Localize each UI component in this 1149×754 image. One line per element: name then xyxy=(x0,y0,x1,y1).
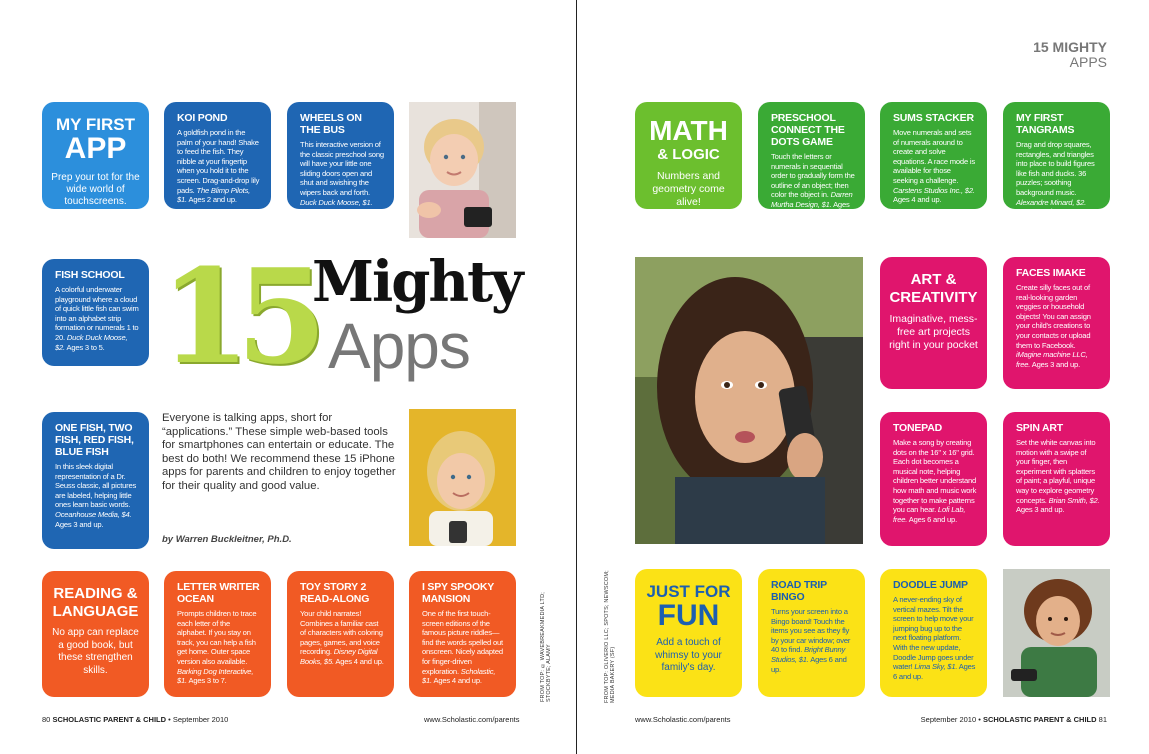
category-just-for-fun xyxy=(635,569,742,697)
page-number-right: 81 xyxy=(1098,715,1107,724)
title-word-apps: Apps xyxy=(328,310,470,382)
app-tile-one-fish xyxy=(42,412,149,549)
app-description: One of the first touch-screen editions of the famous picture riddles—find the words spelled out onscreen. Nicely adapted for finger-driven exploration. Scholastic, $1. Ages 4 and up. xyxy=(422,609,503,686)
issue-date-left: September 2010 xyxy=(172,715,229,724)
app-description: A colorful underwater playground where a cloud of quick little fish can swim into an alphabet strip formation or numerals 1 to 20. Duck Duck Moose, $2. Ages 3 to 5. xyxy=(55,285,139,352)
app-title: KOI POND xyxy=(177,112,228,124)
category-subtitle: No app can replace a good book, but these strengthen skills. xyxy=(52,627,139,676)
app-tile-road-trip-bingo xyxy=(758,569,865,697)
category-title: ART & xyxy=(910,271,957,288)
photo-toddler-with-phone xyxy=(409,102,516,238)
boy-photo-image xyxy=(1003,569,1110,697)
app-description: Move numerals and sets of numerals around to create and solve equations. A race mode is available for those seeking a challenge. Carstens Studios Inc., $2. Ages 4 and up. xyxy=(893,128,975,205)
app-title: DOODLE JUMP xyxy=(893,579,968,591)
byline: by Warren Buckleitner, Ph.D. xyxy=(162,534,292,545)
app-description: Drag and drop squares, rectangles, and triangles into place to build figures like fish and ducks. 36 puzzles; soothing background music. Alexandre Minard, $2. Ages 3 and up. xyxy=(1016,140,1095,217)
footer-left: 80 SCHOLASTIC PARENT & CHILD • September 2010 xyxy=(42,715,229,724)
app-description: Turns your screen into a Bingo board! Touch the items you see as they fly by your car window; over 40 to find. Bright Bunny Studios, $1. Ages 6 and up. xyxy=(771,607,851,674)
category-title: READING & xyxy=(53,585,138,602)
app-tile-tonepad xyxy=(880,412,987,546)
toddler-photo-image xyxy=(409,102,516,238)
photo-boy-with-phone xyxy=(1003,569,1110,697)
app-description: Set the white canvas into motion with a swipe of your finger, then experiment with splatters of paint; a playful, unique way to explore geometry concepts. Brian Smith, $2. Ages 3 and up. xyxy=(1016,438,1100,515)
teen-photo-image xyxy=(635,257,863,544)
page-number-left: 80 xyxy=(42,715,51,724)
app-tile-koi-pond xyxy=(164,102,271,209)
app-title: FACES IMAKE xyxy=(1016,267,1086,279)
category-title-2: CREATIVITY xyxy=(889,289,978,306)
app-description: Make a song by creating dots on the 16" x 16" grid. Each dot becomes a musical note, helping children better understand how math and music work together to make patterns you can hear. Lofi Lab, free. Ages 6 and up. xyxy=(893,438,977,524)
app-description: Touch the letters or numerals in sequential order to gradually form the outline of an object; then color the object in. Darren Murtha Design, $1. Ages 3 to 6. xyxy=(771,152,855,219)
app-title: PRESCHOOL CONNECT THE DOTS GAME xyxy=(771,112,845,148)
category-subtitle: Imaginative, mess-free art projects right in your pocket xyxy=(889,313,978,351)
app-title: MY FIRST TANGRAMS xyxy=(1016,112,1075,136)
app-tile-doodle-jump xyxy=(880,569,987,697)
category-reading-language xyxy=(42,571,149,697)
category-math-logic xyxy=(635,102,742,209)
app-description: In this sleek digital representation of a Dr. Seuss classic, all pictures are labeled, helping little ones learn basic words. Oceanhouse Media, $4. Ages 3 and up. xyxy=(55,462,137,529)
category-subtitle: Add a touch of whimsy to your family's day. xyxy=(655,637,722,673)
app-tile-spin-art xyxy=(1003,412,1110,546)
app-title: TOY STORY 2 READ-ALONG xyxy=(300,581,370,605)
app-title: SUMS STACKER xyxy=(893,112,974,124)
category-title-2: & LOGIC xyxy=(657,146,720,163)
app-title: ROAD TRIP BINGO xyxy=(771,579,827,603)
photo-credit-right: FROM TOP: OLIVERIO LLC; SPOTS; NEWSCOM; MEDIA BAKERY (SF) xyxy=(604,570,616,703)
app-description: Create silly faces out of real-looking garden veggies or household objects! You can assign your child's creations to your contacts or upload them to Facebook. iMagine machine LLC, free. Ages 3 and up. xyxy=(1016,283,1091,369)
app-title: SPIN ART xyxy=(1016,422,1064,434)
app-tile-faces-imake xyxy=(1003,257,1110,389)
category-title: JUST FOR xyxy=(646,582,731,601)
app-tile-letter-writer xyxy=(164,571,271,697)
magazine-name-left: SCHOLASTIC PARENT & CHILD xyxy=(52,715,167,724)
category-title: MATH xyxy=(649,115,728,146)
category-title-2: LANGUAGE xyxy=(52,603,139,620)
app-description: A never-ending sky of vertical mazes. Tilt the screen to help move your jumping bug up to the next floating platform. With the new update, Doodle Jump goes under water! Lima Sky, $1. Ages 6 and up. xyxy=(893,595,976,681)
app-title: LETTER WRITER OCEAN xyxy=(177,581,260,605)
photo-credit-left: FROM TOP: © WAVEBREAKMEDIA LTD; STOCKBYTE; ALAMY xyxy=(540,592,552,702)
app-description: A goldfish pond in the palm of your hand! Shake to feed the fish. They nibble at your fingertip when you hold it to the screen. Drag-and-drop lily pads. The Blimp Pilots, $1. Ages 2 and up. xyxy=(177,128,260,205)
page-spine xyxy=(576,0,577,754)
footer-right: September 2010 • SCHOLASTIC PARENT & CHILD 81 xyxy=(920,715,1107,724)
category-subtitle: Numbers and geometry come alive! xyxy=(652,170,725,208)
app-description: This interactive version of the classic preschool song will have your little one sliding doors open and shut and swishing the wipers back and forth. Duck Duck Moose, $1. Ages 3 to 5. xyxy=(300,140,384,217)
app-title: WHEELS ON THE BUS xyxy=(300,112,362,136)
app-title: ONE FISH, TWO FISH, RED FISH, BLUE FISH xyxy=(55,422,134,458)
photo-girl-with-phone xyxy=(409,409,516,546)
app-title: I SPY SPOOKY MANSION xyxy=(422,581,494,605)
title-word-mighty: Mighty xyxy=(312,249,522,315)
section-header xyxy=(1033,40,1107,70)
category-title: MY FIRST xyxy=(55,115,136,134)
category-art-creativity xyxy=(880,257,987,389)
category-my-first-app xyxy=(42,102,149,209)
app-description: Your child narrates! Combines a familiar cast of characters with coloring pages, games, and voice recording. Disney Digital Books, $5. Ages 4 and up. xyxy=(300,609,384,666)
magazine-name-right: SCHOLASTIC PARENT & CHILD xyxy=(982,715,1097,724)
category-subtitle: Prep your tot for the wide world of touchscreens. xyxy=(51,172,140,207)
category-title-2: FUN xyxy=(657,599,720,632)
intro-paragraph: Everyone is talking apps, short for “applications.” These simple web-based tools for smartphones can entertain or educate. The best do both! We recommend these 15 iPhone apps for parents and children to enjoy together for their quality and good value. xyxy=(162,412,396,492)
app-tile-toy-story xyxy=(287,571,394,697)
title-number: 15 xyxy=(160,240,313,393)
app-tile-wheels-on-the-bus xyxy=(287,102,394,217)
category-title-2: APP xyxy=(64,132,127,165)
header-line1: 15 MIGHTY xyxy=(1033,39,1107,55)
app-tile-fish-school xyxy=(42,259,149,366)
footer-url-right[interactable]: www.Scholastic.com/parents xyxy=(635,715,731,724)
app-tile-tangrams xyxy=(1003,102,1110,217)
issue-date-right: September 2010 xyxy=(920,715,977,724)
girl-photo-image xyxy=(409,409,516,546)
app-tile-sums-stacker xyxy=(880,102,987,209)
app-tile-i-spy xyxy=(409,571,516,697)
photo-teen-on-phone xyxy=(635,257,863,544)
app-title: TONEPAD xyxy=(893,422,942,434)
header-line2: APPS xyxy=(1069,54,1107,70)
app-title: FISH SCHOOL xyxy=(55,269,125,281)
app-description: Prompts children to trace each letter of the alphabet. If you stay on track, you can help a fish get home. Outer space version also available. Barking Dog Interactive, $1. Ages 3 to 7. xyxy=(177,609,257,686)
app-tile-connect-dots xyxy=(758,102,865,219)
footer-url-left[interactable]: www.Scholastic.com/parents xyxy=(424,715,520,724)
